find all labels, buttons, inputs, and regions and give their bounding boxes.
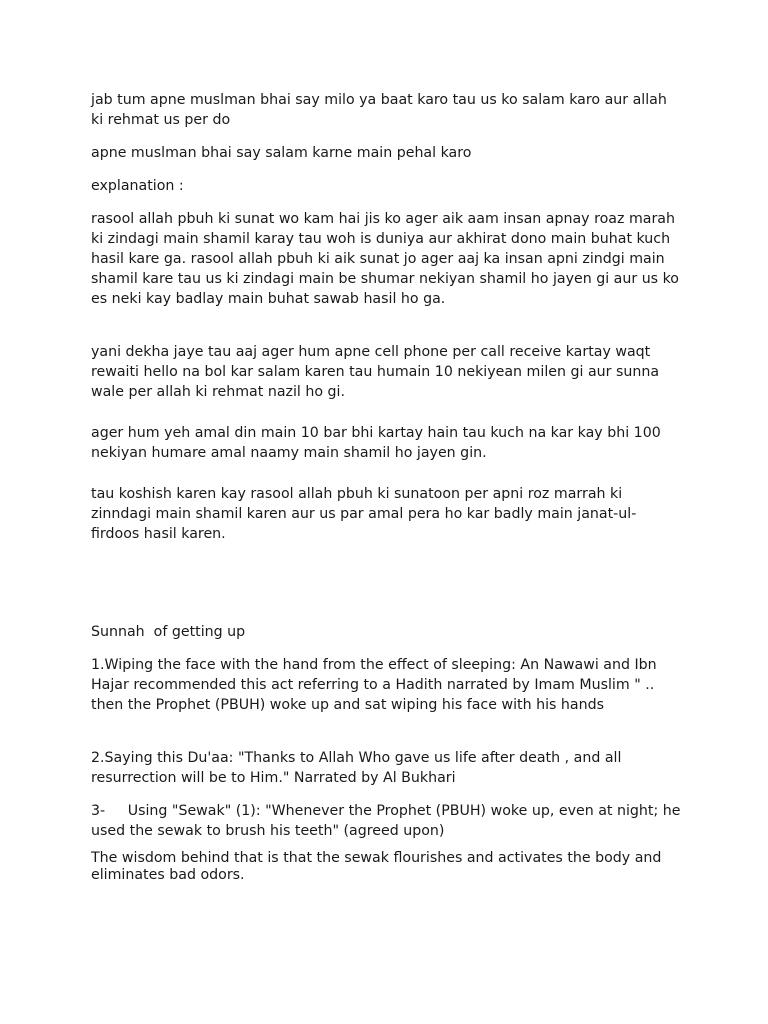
paragraph-sewak: 3- Using "Sewak" (1): "Whenever the Prophet (PBUH) woke up, even at night; he used the sewak to brush his teeth" (agreed upon) bbox=[91, 803, 685, 839]
paragraph-salam-pehal: apne muslman bhai say salam karne main pehal karo bbox=[91, 145, 472, 161]
paragraph-cell-phone: yani dekha jaye tau aaj ager hum apne cell phone per call receive kartay waqt rewaiti hello na bol kar salam karen tau humain 10 nekiyean milen gi aur sunna wale per allah ki rehmat nazil ho gi. bbox=[91, 344, 664, 400]
paragraph-amal-din: ager hum yeh amal din main 10 bar bhi kartay hain tau kuch na kar kay bhi 100 nekiyan humare amal naamy main shamil ho jayen gin. bbox=[91, 425, 666, 461]
paragraph-duaa: 2.Saying this Du'aa: "Thanks to Allah Who gave us life after death , and all resurrection will be to Him." Narrated by Al Bukhari bbox=[91, 750, 626, 786]
paragraph-koshish: tau koshish karen kay rasool allah pbuh ki sunatoon per apni roz marrah ki zinndagi main shamil karen aur us par amal pera ho kar badly main janat-ul-firdoos hasil karen. bbox=[91, 486, 637, 542]
paragraph-sewak-wisdom: The wisdom behind that is that the sewak flourishes and activates the body and eliminates bad odors. bbox=[91, 850, 666, 883]
paragraph-sunat-explanation: rasool allah pbuh ki sunat wo kam hai jis ko ager aik aam insan apnay roaz marah ki zindagi main shamil karay tau woh is duniya aur akhirat dono main buhat kuch hasil kare ga. rasool allah pbuh ki aik sunat jo ager aaj ka insan apni zindgi main shamil kare tau us ki zindagi main be shumar nekiyan shamil ho jayen gi aur us ko es neki kay badlay main buhat sawab hasil ho ga. bbox=[91, 211, 684, 307]
paragraph-wiping-face: 1.Wiping the face with the hand from the effect of sleeping: An Nawawi and Ibn Hajar recommended this act referring to a Hadith narrated by Imam Muslim " .. then the Prophet (PBUH) woke up and sat wiping his face with his hands bbox=[91, 657, 662, 713]
paragraph-salam-intro: jab tum apne muslman bhai say milo ya baat karo tau us ko salam karo aur allah ki rehmat us per do bbox=[91, 92, 672, 128]
section-heading-sunnah-getting-up: Sunnah of getting up bbox=[91, 624, 246, 640]
paragraph-explanation-label: explanation : bbox=[91, 178, 184, 194]
